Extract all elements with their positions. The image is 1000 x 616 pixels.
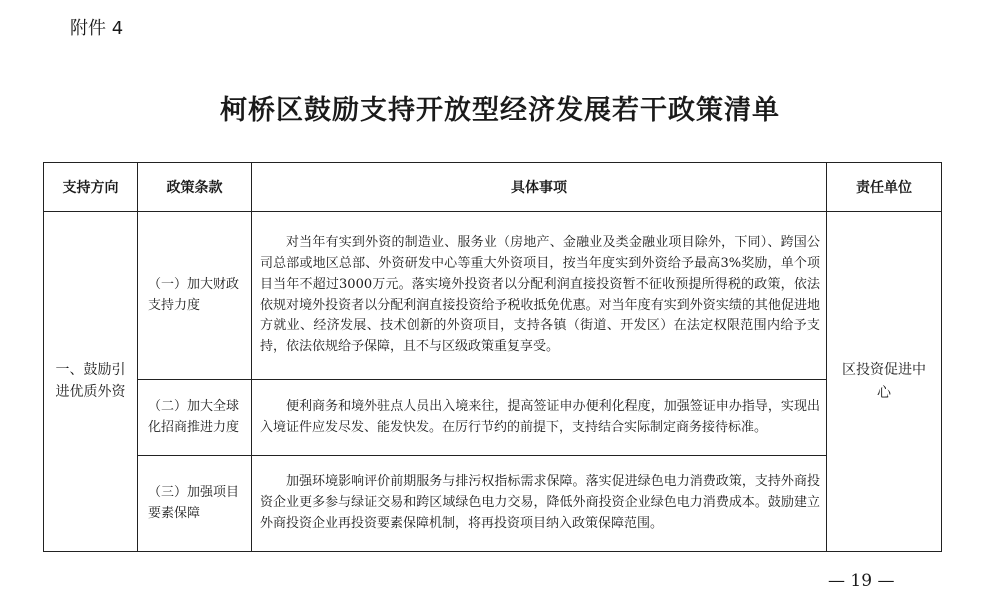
policy-table <box>43 162 942 552</box>
policy-detail-cell: 便利商务和境外驻点人员出入境来往，提高签证申办便利化程度，加强签证申办指导，实现出入境证件应发尽发、能发快发。在厉行节约的前提下，支持结合实际制定商务接待标准。 <box>252 380 827 456</box>
table-header-row <box>44 163 942 212</box>
header-clause: 政策条款 <box>138 163 252 212</box>
policy-clause-cell: （一）加大财政支持力度 <box>138 212 252 380</box>
policy-clause-cell: （三）加强项目要素保障 <box>138 456 252 552</box>
table-row <box>44 380 942 456</box>
responsible-unit-cell: 区投资促进中心 <box>827 212 942 552</box>
document-title: 柯桥区鼓励支持开放型经济发展若干政策清单 <box>220 95 780 126</box>
policy-detail-cell: 加强环境影响评价前期服务与排污权指标需求保障。落实促进绿色电力消费政策，支持外商投资企业更多参与绿证交易和跨区域绿色电力交易，降低外商投资企业绿色电力消费成本。鼓励建立外商投资企业再投资要素保障机制，将再投资项目纳入政策保障范围。 <box>252 456 827 552</box>
header-unit: 责任单位 <box>827 163 942 212</box>
table-row <box>44 212 942 380</box>
attachment-label: 附件 4 <box>70 18 124 39</box>
support-direction-cell: 一、鼓励引进优质外资 <box>44 212 138 552</box>
header-detail: 具体事项 <box>252 163 827 212</box>
policy-detail-cell: 对当年有实到外资的制造业、服务业（房地产、金融业及类金融业项目除外，下同）、跨国公司总部或地区总部、外资研发中心等重大外资项目，按当年度实到外资给予最高3%奖励，单个项目当年不超过3000万元。落实境外投资者以分配利润直接投资暂不征收预提所得税的政策，依法依规对境外投资者以分配利润直接投资给予税收抵免优惠。对当年度有实到外资实绩的其他促进地方就业、经济发展、技术创新的外资项目，支持各镇（街道、开发区）在法定权限范围内给予支持，依法依规给予保障，且不与区级政策重复享受。 <box>252 212 827 380</box>
page-number: — 19 — <box>828 571 895 591</box>
table-row <box>44 456 942 552</box>
policy-clause-cell: （二）加大全球化招商推进力度 <box>138 380 252 456</box>
header-direction: 支持方向 <box>44 163 138 212</box>
